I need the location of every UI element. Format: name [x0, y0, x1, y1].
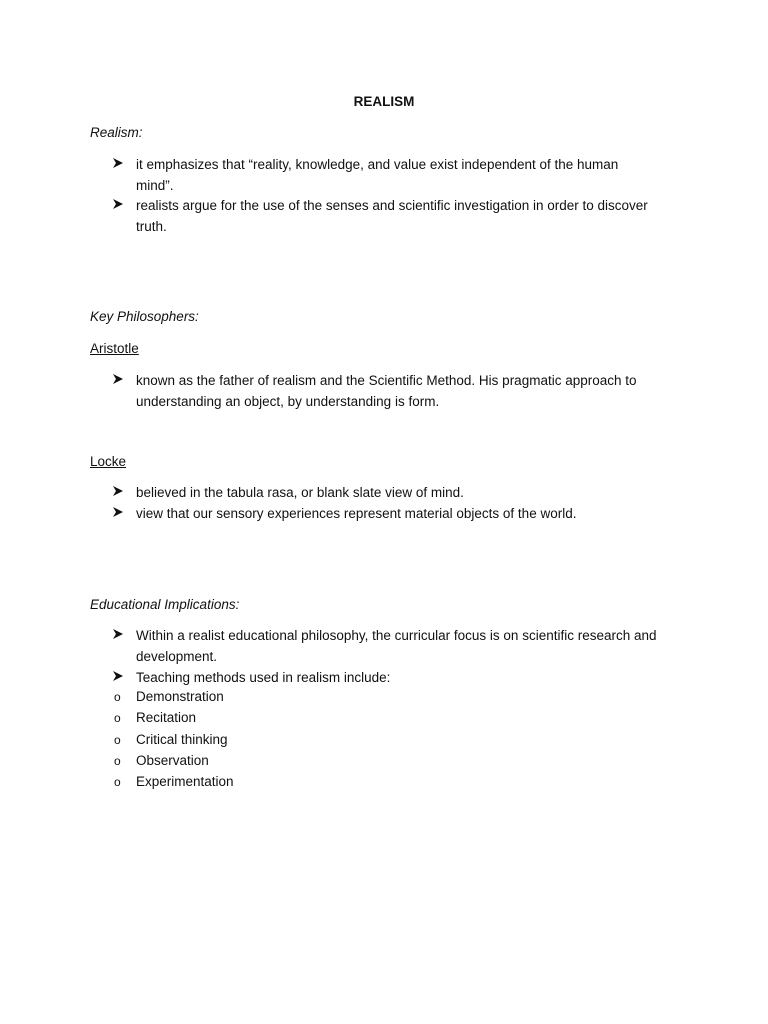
locke-heading: Locke	[90, 454, 127, 469]
educational-bullet-1: Within a realist educational philosophy, the curricular focus is on scientific research and development.	[136, 628, 657, 664]
arrow-bullet-icon	[112, 628, 128, 640]
document-title: REALISM	[353, 94, 415, 109]
arrow-bullet-icon	[112, 198, 128, 210]
arrow-bullet-icon	[112, 506, 128, 518]
arrow-bullet-icon	[112, 670, 128, 682]
arrow-bullet-icon	[112, 157, 128, 169]
circle-bullet: o	[114, 690, 121, 704]
educational-bullet-2: Teaching methods used in realism include:	[136, 670, 391, 685]
realism-heading: Realism:	[90, 125, 143, 140]
circle-bullet: o	[114, 775, 121, 789]
arrow-bullet-icon	[112, 373, 128, 385]
educational-implications-heading: Educational Implications:	[90, 597, 240, 612]
realism-bullet-2: realists argue for the use of the senses and scientific investigation in order to discover truth.	[136, 198, 648, 234]
aristotle-bullet-1: known as the father of realism and the Scientific Method. His pragmatic approach to understanding an object, by understanding is form.	[136, 373, 637, 409]
realism-bullet-1: it emphasizes that “reality, knowledge, and value exist independent of the human mind”.	[136, 157, 619, 193]
aristotle-heading: Aristotle	[90, 341, 139, 356]
method-item: Experimentation	[136, 774, 234, 789]
locke-bullet-1: believed in the tabula rasa, or blank slate view of mind.	[136, 485, 464, 500]
arrow-bullet-icon	[112, 485, 128, 497]
method-item: Critical thinking	[136, 732, 228, 747]
circle-bullet: o	[114, 733, 121, 747]
circle-bullet: o	[114, 754, 121, 768]
key-philosophers-heading: Key Philosophers:	[90, 309, 199, 324]
method-item: Observation	[136, 753, 209, 768]
locke-bullet-2: view that our sensory experiences represent material objects of the world.	[136, 506, 577, 521]
method-item: Demonstration	[136, 689, 224, 704]
method-item: Recitation	[136, 710, 197, 725]
circle-bullet: o	[114, 711, 121, 725]
